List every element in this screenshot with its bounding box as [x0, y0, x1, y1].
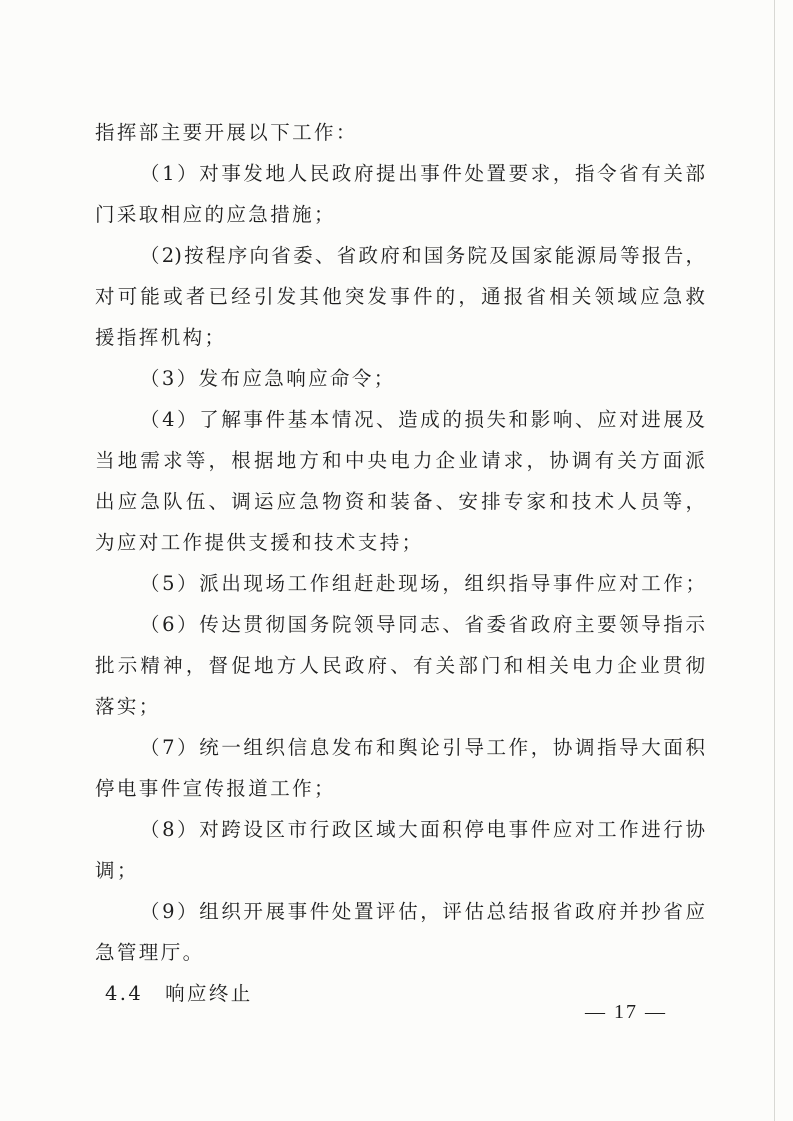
item-3-line-1: （3）发布应急响应命令； [140, 367, 396, 390]
item-9-line-2: 急管理厅。 [95, 941, 205, 964]
item-4-line-3: 出应急队伍、调运应急物资和装备、安排专家和技术人员等， [95, 490, 705, 513]
item-5-line-1: （5）派出现场工作组赶赴现场，组织指导事件应对工作； [140, 572, 705, 595]
item-2-line-3: 援指挥机构； [95, 326, 227, 349]
item-6-line-3: 落实； [95, 695, 161, 718]
item-6-line-1: （6）传达贯彻国务院领导同志、省委省政府主要领导指示 [140, 613, 705, 636]
item-9-line-1: （9）组织开展事件处置评估，评估总结报省政府并抄省应 [140, 900, 705, 923]
item-6-line-2: 批示精神，督促地方人民政府、有关部门和相关电力企业贯彻 [95, 654, 705, 677]
page-number: — 17 — [585, 1001, 667, 1023]
item-1-line-1: （1）对事发地人民政府提出事件处置要求，指令省有关部 [140, 162, 705, 185]
item-8-line-2: 调； [95, 859, 139, 882]
item-7-line-1: （7）统一组织信息发布和舆论引导工作，协调指导大面积 [140, 736, 705, 759]
item-2-line-1: （2)按程序向省委、省政府和国务院及国家能源局等报告， [140, 244, 705, 267]
item-1-line-2: 门采取相应的应急措施； [95, 203, 336, 226]
section-heading: 4.4 响应终止 [105, 982, 253, 1005]
item-8-line-1: （8）对跨设区市行政区域大面积停电事件应对工作进行协 [140, 818, 705, 841]
item-2-line-2: 对可能或者已经引发其他突发事件的，通报省相关领域应急救 [95, 285, 705, 308]
page-edge [774, 0, 775, 1121]
item-4-line-4: 为应对工作提供支援和技术支持； [95, 531, 424, 554]
item-4-line-2: 当地需求等，根据地方和中央电力企业请求，协调有关方面派 [95, 449, 705, 472]
paragraph-intro-line-1: 指挥部主要开展以下工作： [95, 121, 358, 144]
item-7-line-2: 停电事件宣传报道工作； [95, 777, 336, 800]
item-4-line-1: （4）了解事件基本情况、造成的损失和影响、应对进展及 [140, 408, 705, 431]
